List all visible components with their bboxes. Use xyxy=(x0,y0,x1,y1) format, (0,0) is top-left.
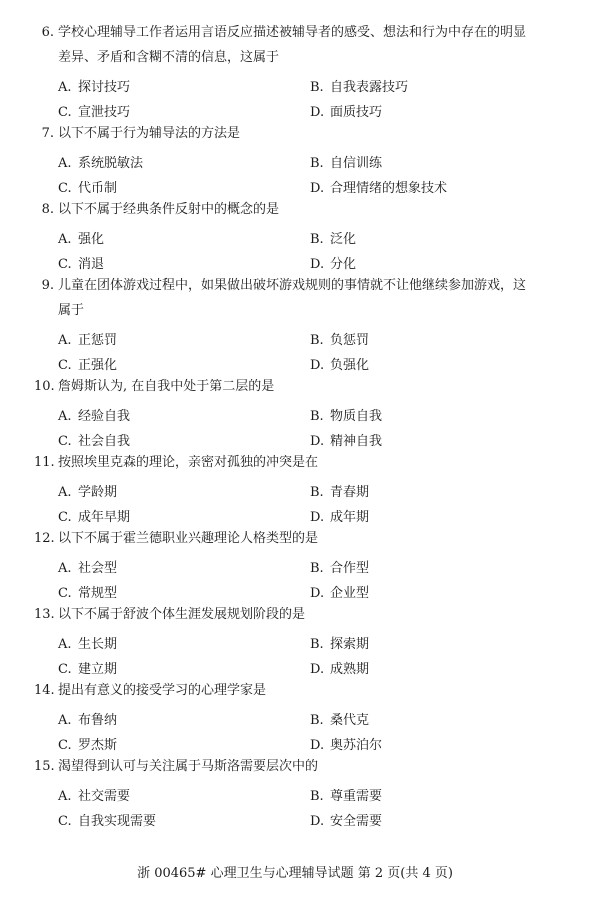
question-stem xyxy=(34,450,564,475)
option-text: 安全需要 xyxy=(330,814,383,829)
question-number: 15. xyxy=(34,759,55,774)
option-text: 代币制 xyxy=(78,181,118,196)
question-stem xyxy=(34,526,564,551)
option-letter: A. xyxy=(58,232,72,247)
question-text: 以下不属于霍兰德职业兴趣理论人格类型的是 xyxy=(58,531,319,546)
option-letter: D. xyxy=(310,814,325,829)
question-number: 13. xyxy=(34,607,55,622)
option-letter: A. xyxy=(58,637,72,652)
option-text: 物质自我 xyxy=(330,409,383,424)
option-letter: D. xyxy=(310,105,325,120)
option-text: 负强化 xyxy=(330,358,370,373)
option-text: 罗杰斯 xyxy=(78,738,118,753)
question-number: 12. xyxy=(34,531,55,546)
option-letter: D. xyxy=(310,181,325,196)
option-text: 常规型 xyxy=(78,586,118,601)
option-letter: B. xyxy=(310,485,324,500)
option-b xyxy=(310,75,408,100)
option-text: 自我表露技巧 xyxy=(330,80,409,95)
option-b xyxy=(310,784,382,809)
option-letter: B. xyxy=(310,80,324,95)
option-a xyxy=(58,784,130,809)
option-letter: D. xyxy=(310,434,325,449)
option-letter: C. xyxy=(58,510,72,525)
option-a xyxy=(58,75,130,100)
option-letter: C. xyxy=(58,814,72,829)
page-footer: 浙 00465# 心理卫生与心理辅导试题 第 2 页(共 4 页) xyxy=(137,866,453,881)
option-letter: D. xyxy=(310,257,325,272)
option-letter: B. xyxy=(310,232,324,247)
option-text: 奥苏泊尔 xyxy=(330,738,383,753)
option-c xyxy=(58,809,156,834)
option-b xyxy=(310,556,369,581)
option-letter: B. xyxy=(310,637,324,652)
option-a xyxy=(58,632,117,657)
option-text: 经验自我 xyxy=(78,409,131,424)
option-text: 自信训练 xyxy=(330,156,383,171)
option-text: 自我实现需要 xyxy=(78,814,157,829)
option-letter: B. xyxy=(310,561,324,576)
question-text-continued: 属于 xyxy=(58,303,85,318)
option-letter: C. xyxy=(58,662,72,677)
option-d xyxy=(310,809,382,834)
question-text: 渴望得到认可与关注属于马斯洛需要层次中的 xyxy=(58,759,319,774)
option-b xyxy=(310,632,369,657)
option-letter: D. xyxy=(310,358,325,373)
question-stem xyxy=(34,754,564,779)
option-b xyxy=(310,708,369,733)
option-text: 合作型 xyxy=(330,561,370,576)
question-text: 按照埃里克森的理论，亲密对孤独的冲突是在 xyxy=(58,455,319,470)
option-a xyxy=(58,328,117,353)
option-letter: A. xyxy=(58,485,72,500)
question-stem xyxy=(34,374,564,399)
option-text: 正惩罚 xyxy=(78,333,118,348)
option-text: 成年期 xyxy=(330,510,370,525)
question-number: 7. xyxy=(41,126,54,141)
option-a xyxy=(58,227,104,252)
option-text: 强化 xyxy=(78,232,105,247)
option-text: 布鲁纳 xyxy=(78,713,118,728)
option-text: 探讨技巧 xyxy=(78,80,131,95)
option-letter: A. xyxy=(58,156,72,171)
option-letter: C. xyxy=(58,738,72,753)
option-text: 负惩罚 xyxy=(330,333,370,348)
option-text: 社会型 xyxy=(78,561,118,576)
option-letter: C. xyxy=(58,586,72,601)
option-text: 精神自我 xyxy=(330,434,383,449)
question-text-continued: 差异、矛盾和含糊不清的信息，这属于 xyxy=(58,50,280,65)
option-text: 学龄期 xyxy=(78,485,118,500)
question-stem xyxy=(34,602,564,627)
option-text: 社交需要 xyxy=(78,789,131,804)
option-letter: D. xyxy=(310,662,325,677)
option-letter: B. xyxy=(310,409,324,424)
option-text: 成年早期 xyxy=(78,510,131,525)
option-b xyxy=(310,328,369,353)
option-a xyxy=(58,708,117,733)
option-text: 企业型 xyxy=(330,586,370,601)
question-number: 9. xyxy=(41,278,54,293)
option-letter: D. xyxy=(310,510,325,525)
option-letter: C. xyxy=(58,257,72,272)
option-text: 尊重需要 xyxy=(330,789,383,804)
option-letter: A. xyxy=(58,80,72,95)
option-text: 合理情绪的想象技术 xyxy=(330,181,448,196)
option-letter: C. xyxy=(58,358,72,373)
option-b xyxy=(310,480,369,505)
question-number: 10. xyxy=(34,379,55,394)
option-text: 成熟期 xyxy=(330,662,370,677)
option-letter: A. xyxy=(58,333,72,348)
option-letter: B. xyxy=(310,789,324,804)
option-letter: D. xyxy=(310,738,325,753)
question-text: 以下不属于舒波个体生涯发展规划阶段的是 xyxy=(58,607,306,622)
question-stem xyxy=(34,273,564,298)
option-text: 泛化 xyxy=(330,232,357,247)
option-letter: C. xyxy=(58,434,72,449)
option-b xyxy=(310,151,382,176)
question-text: 以下不属于经典条件反射中的概念的是 xyxy=(58,202,280,217)
question-text: 提出有意义的接受学习的心理学家是 xyxy=(58,683,267,698)
option-text: 系统脱敏法 xyxy=(78,156,144,171)
option-letter: C. xyxy=(58,105,72,120)
option-text: 消退 xyxy=(78,257,105,272)
option-text: 面质技巧 xyxy=(330,105,383,120)
question-text: 学校心理辅导工作者运用言语反应描述被辅导者的感受、想法和行为中存在的明显 xyxy=(58,25,527,40)
option-text: 青春期 xyxy=(330,485,370,500)
option-b xyxy=(310,227,356,252)
option-text: 宣泄技巧 xyxy=(78,105,131,120)
option-text: 桑代克 xyxy=(330,713,370,728)
option-text: 建立期 xyxy=(78,662,118,677)
option-letter: A. xyxy=(58,789,72,804)
option-letter: C. xyxy=(58,181,72,196)
option-letter: A. xyxy=(58,713,72,728)
question-number: 14. xyxy=(34,683,55,698)
question-stem xyxy=(34,20,564,45)
option-letter: B. xyxy=(310,713,324,728)
option-a xyxy=(58,151,143,176)
question-stem xyxy=(34,121,564,146)
option-a xyxy=(58,556,117,581)
question-stem xyxy=(34,678,564,703)
option-letter: B. xyxy=(310,333,324,348)
option-text: 生长期 xyxy=(78,637,118,652)
question-stem xyxy=(34,197,564,222)
question-number: 8. xyxy=(41,202,54,217)
option-text: 正强化 xyxy=(78,358,118,373)
question-number: 11. xyxy=(34,455,55,470)
option-a xyxy=(58,480,117,505)
option-text: 社会自我 xyxy=(78,434,131,449)
question-text: 詹姆斯认为, 在自我中处于第二层的是 xyxy=(58,379,275,394)
option-a xyxy=(58,404,130,429)
option-letter: B. xyxy=(310,156,324,171)
question-text: 儿童在团体游戏过程中，如果做出破坏游戏规则的事情就不让他继续参加游戏，这 xyxy=(58,278,527,293)
option-text: 分化 xyxy=(330,257,357,272)
option-letter: A. xyxy=(58,409,72,424)
option-b xyxy=(310,404,382,429)
option-letter: D. xyxy=(310,586,325,601)
option-text: 探索期 xyxy=(330,637,370,652)
option-letter: A. xyxy=(58,561,72,576)
question-text: 以下不属于行为辅导法的方法是 xyxy=(58,126,241,141)
question-number: 6. xyxy=(41,25,54,40)
